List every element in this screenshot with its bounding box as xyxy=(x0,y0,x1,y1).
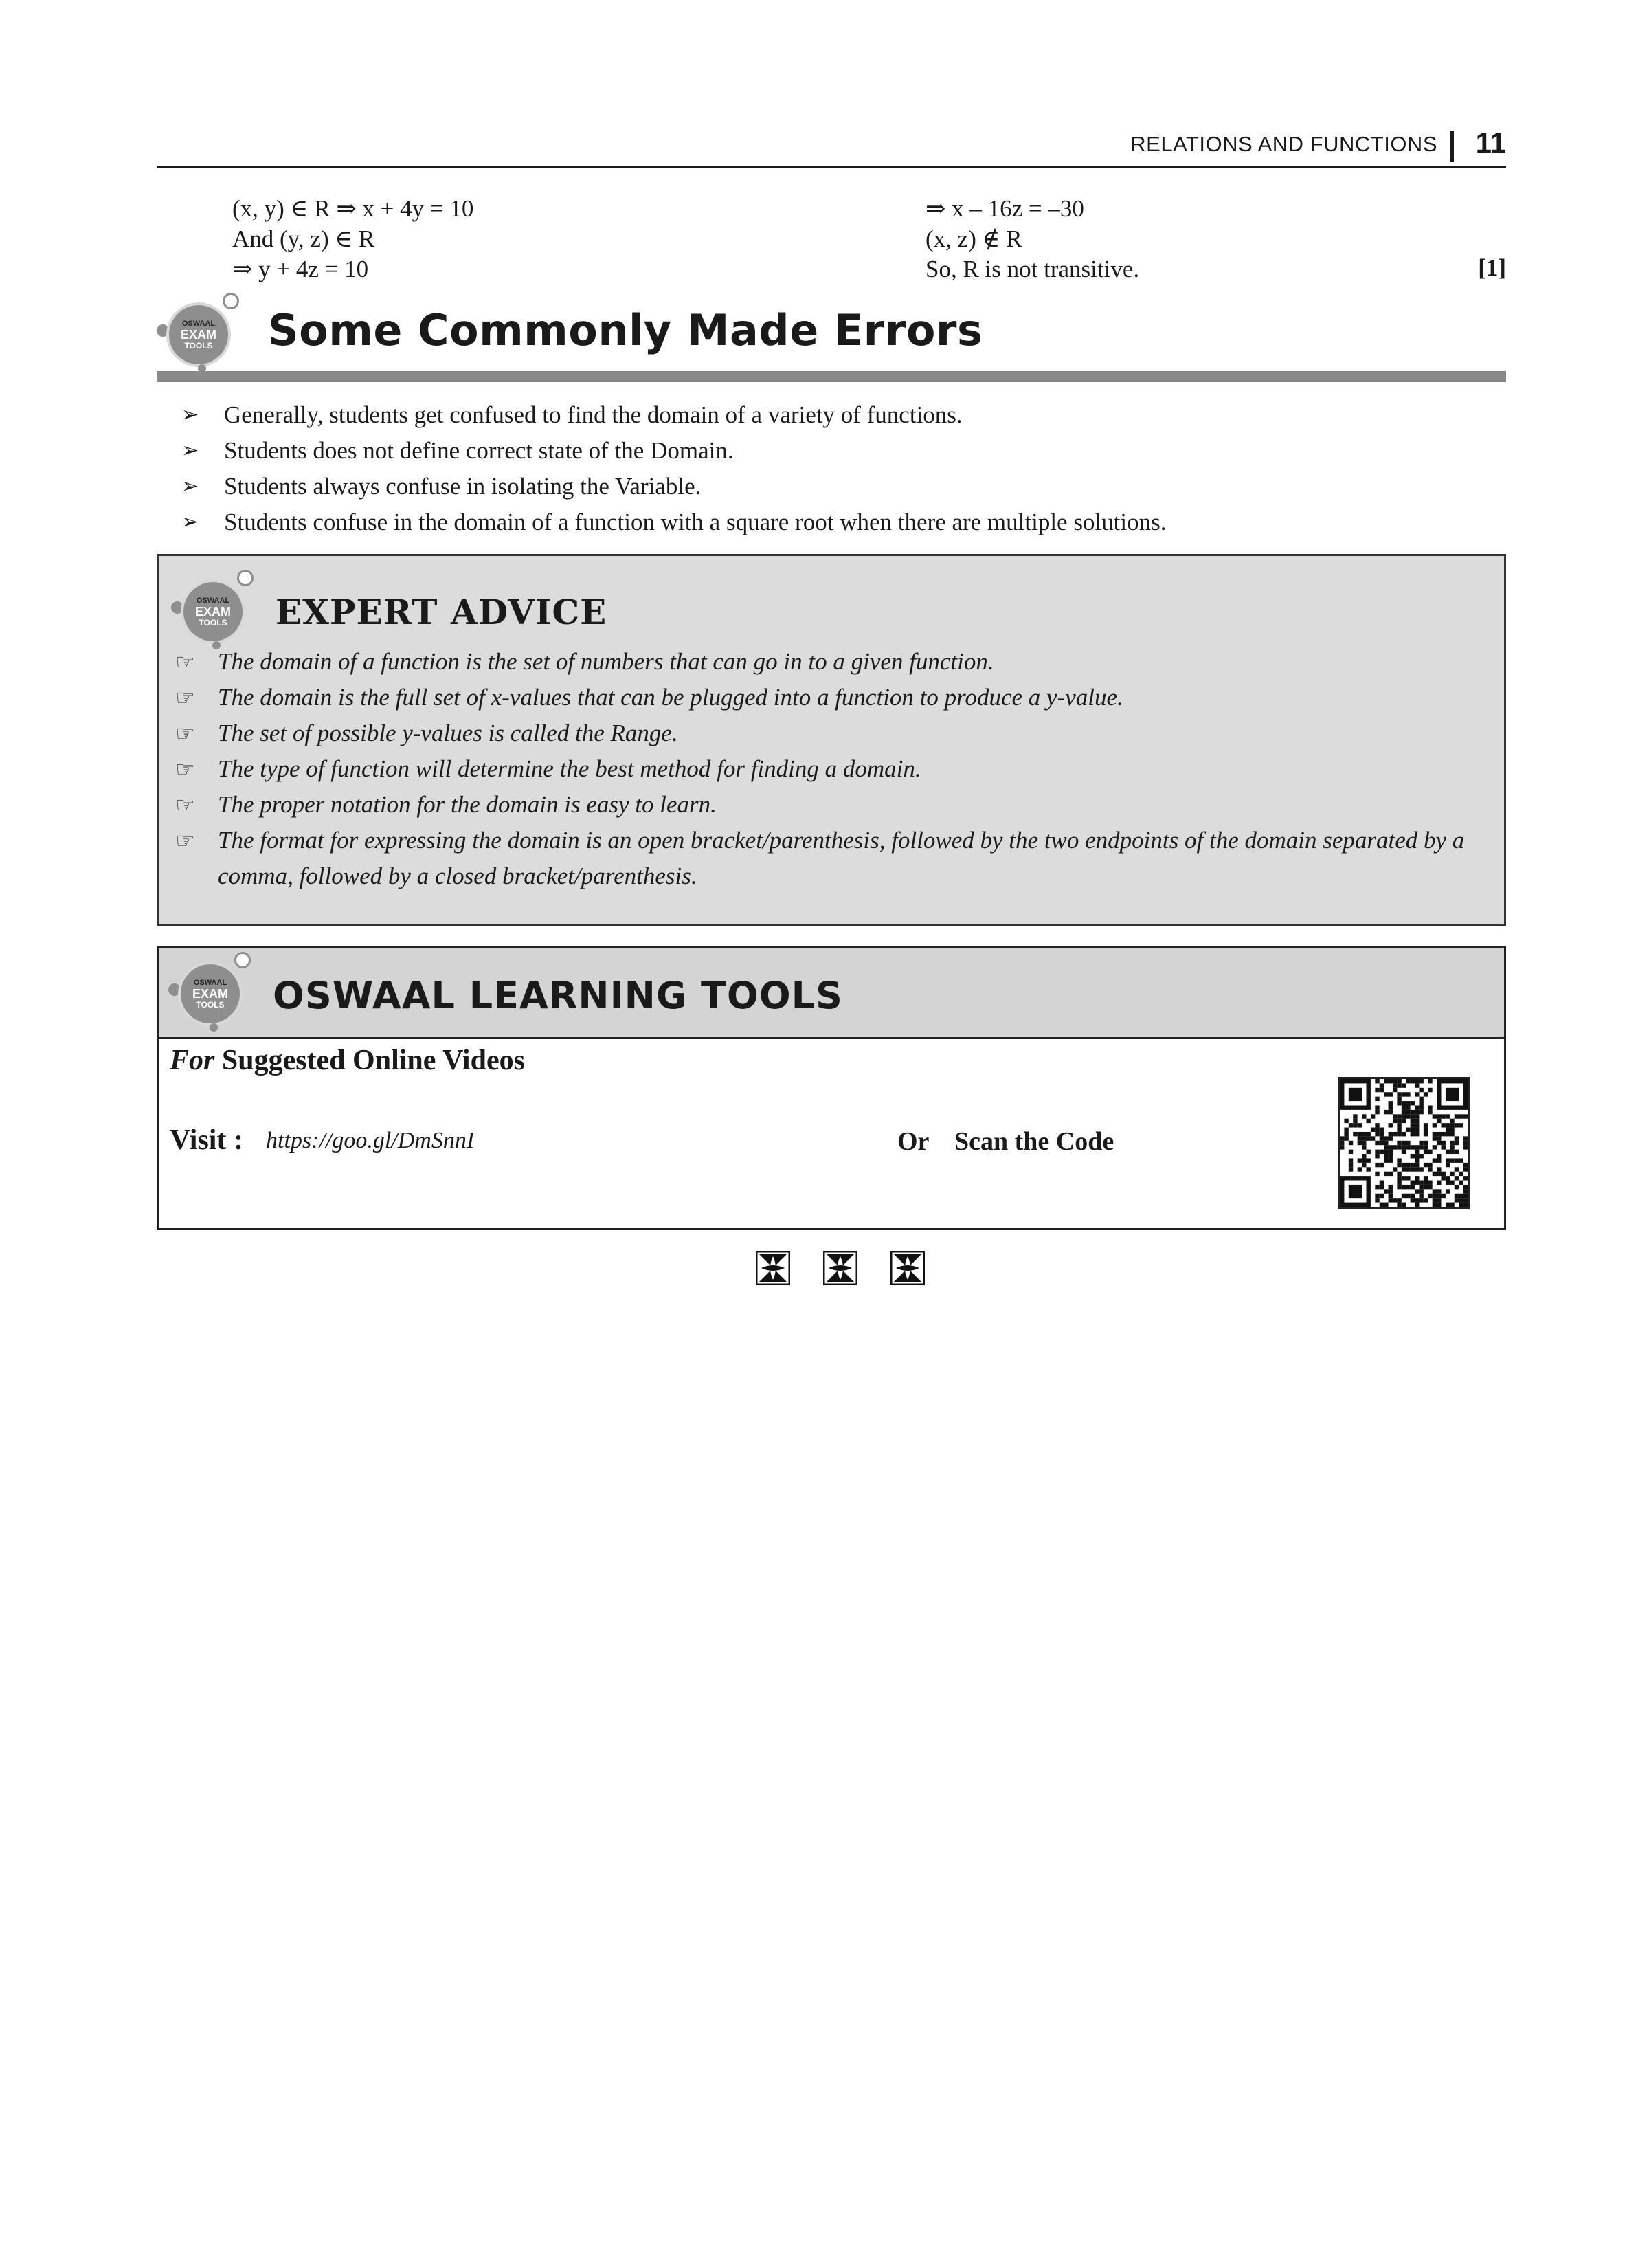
arrow-bullet-icon: ➢ xyxy=(181,403,199,427)
list-item: ☞ The format for expressing the domain is an open bracket/parenthesis, followed by the two endpoints of the domain separated by a comma, followed by a closed bracket/parenthesis. xyxy=(175,823,1488,894)
ornament-icon xyxy=(823,1251,857,1285)
equation-line: (x, z) ∉ R xyxy=(926,225,1022,252)
page-number: 11 xyxy=(1475,126,1506,159)
suggested-videos-line: For Suggested Online Videos xyxy=(170,1045,525,1076)
logo-text: EXAM xyxy=(194,605,231,619)
common-errors-heading xyxy=(157,287,1506,382)
ornament-icon xyxy=(890,1251,925,1285)
list-item: ➢ Students does not define correct state of the Domain. xyxy=(181,433,1507,469)
equation-line: (x, y) ∈ R ⇒ x + 4y = 10 xyxy=(232,195,474,222)
list-item: ☞ The proper notation for the domain is easy to learn. xyxy=(175,787,1488,823)
expert-advice-title: EXPERT ADVICE xyxy=(276,592,607,632)
list-item: ☞ The domain is the full set of x-values that can be plugged into a function to produce a y-value. xyxy=(175,680,1488,715)
equation-line: ⇒ x – 16z = –30 xyxy=(926,195,1084,222)
pointing-hand-icon: ☞ xyxy=(175,756,195,782)
list-item: ☞ The type of function will determine the best method for finding a domain. xyxy=(175,751,1488,787)
learning-tools-header xyxy=(159,948,1504,1039)
learning-tools-title: OSWAAL LEARNING TOOLS xyxy=(273,974,843,1017)
pointing-hand-icon: ☞ xyxy=(175,685,195,711)
equation-line: And (y, z) ∈ R xyxy=(232,225,375,252)
oswaal-logo-icon xyxy=(171,570,254,652)
expert-advice-box xyxy=(157,554,1506,926)
logo-text: OSWAAL xyxy=(196,597,230,605)
equation-line: So, R is not transitive. xyxy=(926,256,1140,282)
visit-label: Visit : xyxy=(170,1124,243,1156)
ornament-icon xyxy=(756,1251,790,1285)
qr-code-icon[interactable] xyxy=(1338,1077,1470,1209)
arrow-bullet-icon: ➢ xyxy=(181,510,199,534)
list-item: ➢ Generally, students get confused to find the domain of a variety of functions. xyxy=(181,397,1507,433)
arrow-bullet-icon: ➢ xyxy=(181,474,199,498)
oswaal-logo-icon xyxy=(157,293,239,375)
video-link[interactable]: https://goo.gl/DmSnnI xyxy=(266,1128,475,1153)
equation-line: ⇒ y + 4z = 10 xyxy=(232,256,369,282)
pointing-hand-icon: ☞ xyxy=(175,720,195,746)
pointing-hand-icon: ☞ xyxy=(175,649,195,675)
logo-text: OSWAAL xyxy=(193,979,227,987)
or-label: Or xyxy=(897,1127,930,1156)
pointing-hand-icon: ☞ xyxy=(175,827,195,854)
expert-advice-list xyxy=(175,644,1488,894)
chapter-title: RELATIONS AND FUNCTIONS xyxy=(1130,132,1437,156)
equations-right-column xyxy=(926,194,1506,285)
scan-label: Scan the Code xyxy=(954,1127,1114,1156)
pointing-hand-icon: ☞ xyxy=(175,792,195,818)
list-item: ☞ The domain of a function is the set of numbers that can go in to a given function. xyxy=(175,644,1488,680)
header-separator xyxy=(1450,131,1454,162)
end-ornaments xyxy=(756,1251,934,1289)
logo-text: OSWAAL xyxy=(181,320,216,328)
logo-text: TOOLS xyxy=(184,341,213,351)
section-rule xyxy=(157,371,1506,382)
logo-text: EXAM xyxy=(180,328,216,342)
logo-text: TOOLS xyxy=(199,618,227,627)
marks-label: [1] xyxy=(1478,254,1506,281)
list-item: ➢ Students always confuse in isolating the Variable. xyxy=(181,469,1507,504)
learning-tools-box xyxy=(157,946,1506,1230)
section-title: Some Commonly Made Errors xyxy=(268,305,983,355)
list-item: ☞ The set of possible y-values is called the Range. xyxy=(175,715,1488,751)
equations-left-column xyxy=(232,194,851,285)
logo-text: EXAM xyxy=(192,987,228,1001)
common-errors-list xyxy=(181,397,1507,540)
logo-text: TOOLS xyxy=(196,1000,225,1010)
running-header xyxy=(157,128,1506,168)
oswaal-logo-icon xyxy=(168,952,251,1034)
list-item: ➢ Students confuse in the domain of a function with a square root when there are multiple solutions. xyxy=(181,504,1507,540)
arrow-bullet-icon: ➢ xyxy=(181,438,199,463)
